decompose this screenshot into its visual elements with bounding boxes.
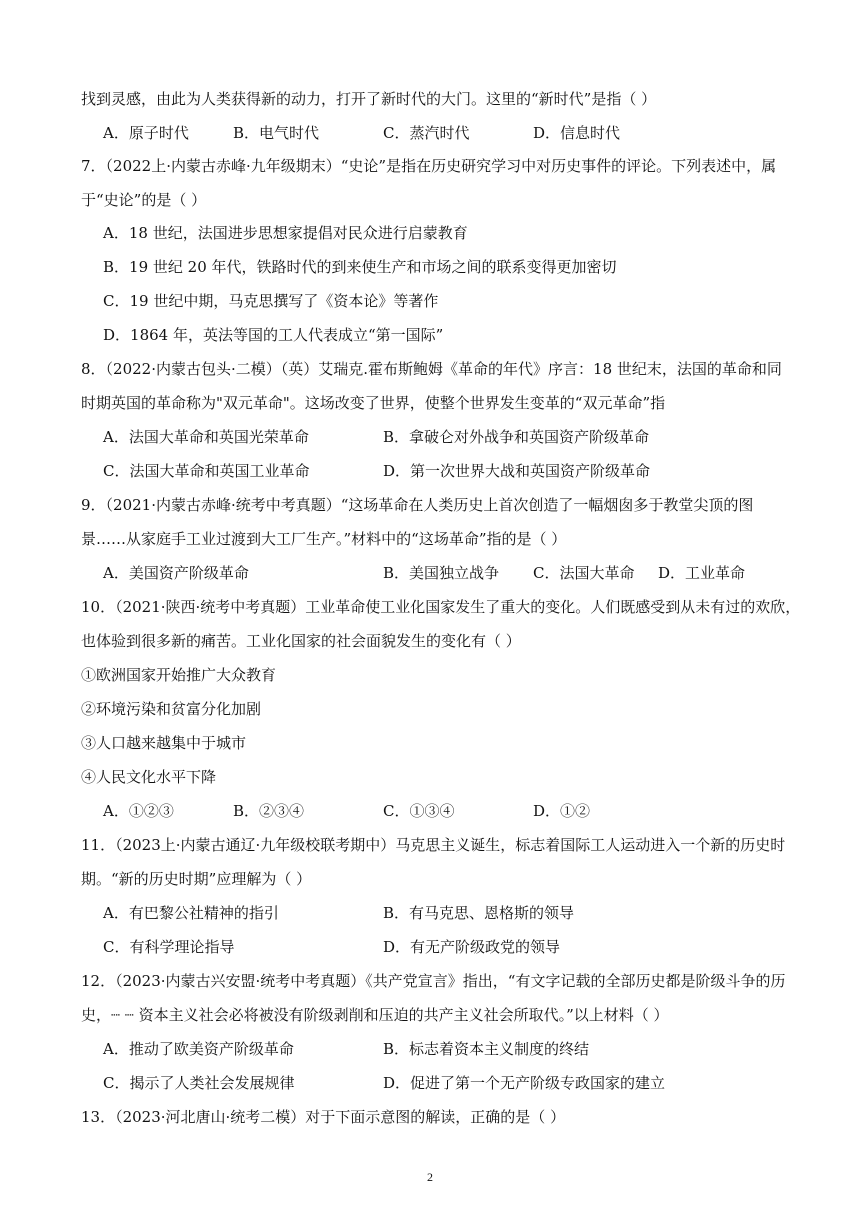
- q10-statement-2: ②环境污染和贫富分化加剧: [81, 700, 262, 718]
- q7-option-b: B．19 世纪 20 年代，铁路时代的到来使生产和市场之间的联系变得更加密切: [103, 258, 617, 276]
- q10-option-d: D．①②: [533, 802, 591, 820]
- q10-statement-1: ①欧洲国家开始推广大众教育: [81, 666, 277, 684]
- q11-option-c: C．有科学理论指导: [103, 938, 235, 956]
- q6-option-d: D．信息时代: [533, 124, 621, 142]
- q9-option-d: D．工业革命: [658, 564, 746, 582]
- q11-option-a: A．有巴黎公社精神的指引: [103, 904, 279, 922]
- q9-option-b: B．美国独立战争: [383, 564, 500, 582]
- question-6-stem-tail: 找到灵感，由此为人类获得新的动力，打开了新时代的大门。这里的“新时代”是指（ ）: [81, 90, 657, 108]
- q12-option-d: D．促进了第一个无产阶级专政国家的建立: [383, 1074, 666, 1092]
- q12-option-b: B．标志着资本主义制度的终结: [383, 1040, 590, 1058]
- q7-option-a: A．18 世纪，法国进步思想家提倡对民众进行启蒙教育: [103, 224, 468, 242]
- q12-option-a: A．推动了欧美资产阶级革命: [103, 1040, 294, 1058]
- question-8-line-1: 8．（2022·内蒙古包头·二模）（英）艾瑞克.霍布斯鲍姆《革命的年代》序言：18 世纪末，法国的革命和同: [81, 360, 782, 378]
- q8-option-b: B．拿破仑对外战争和英国资产阶级革命: [383, 428, 650, 446]
- page-number: 2: [427, 1170, 433, 1184]
- q7-option-c: C．19 世纪中期，马克思撰写了《资本论》等著作: [103, 292, 439, 310]
- q6-option-a: A．原子时代: [103, 124, 189, 142]
- q9-option-c: C．法国大革命: [533, 564, 635, 582]
- question-10-line-2: 也体验到很多新的痛苦。工业化国家的社会面貌发生的变化有（ ）: [81, 632, 521, 650]
- question-10-line-1: 10．（2021·陕西·统考中考真题）工业革命使工业化国家发生了重大的变化。人们既感受到从未有过的欢欣，: [81, 598, 801, 616]
- q11-option-d: D．有无产阶级政党的领导: [383, 938, 561, 956]
- question-7-line-1: 7．（2022上·内蒙古赤峰·九年级期末）“史论”是指在历史研究学习中对历史事件的评论。下列表述中，属: [81, 157, 777, 175]
- q10-statement-4: ④人民文化水平下降: [81, 768, 217, 786]
- q8-option-d: D．第一次世界大战和英国资产阶级革命: [383, 462, 651, 480]
- question-12-line-2: 史，┈ ┈ 资本主义社会必将被没有阶级剥削和压迫的共产主义社会所取代。”以上材料（ ）: [81, 1006, 669, 1024]
- q9-option-a: A．美国资产阶级革命: [103, 564, 249, 582]
- question-13-line-1: 13．（2023·河北唐山·统考二模）对于下面示意图的解读，正确的是（ ）: [81, 1108, 566, 1126]
- question-7-line-2: 于“史论”的是（ ）: [81, 191, 207, 209]
- q10-statement-3: ③人口越来越集中于城市: [81, 734, 247, 752]
- q12-option-c: C．揭示了人类社会发展规律: [103, 1074, 295, 1092]
- q8-option-a: A．法国大革命和英国光荣革命: [103, 428, 309, 446]
- q8-option-c: C．法国大革命和英国工业革命: [103, 462, 310, 480]
- question-9-line-2: 景……从家庭手工业过渡到大工厂生产。”材料中的“这场革命”指的是（ ）: [81, 530, 567, 548]
- question-12-line-1: 12．（2023·内蒙古兴安盟·统考中考真题）《共产党宣言》指出，“有文字记载的全部历史都是阶级斗争的历: [81, 972, 786, 990]
- q7-option-d: D．1864 年，英法等国的工人代表成立“第一国际”: [103, 326, 444, 344]
- q10-option-a: A．①②③: [103, 802, 174, 820]
- question-11-line-1: 11．（2023上·内蒙古通辽·九年级校联考期中）马克思主义诞生，标志着国际工人运动进入一个新的历史时: [81, 836, 786, 854]
- question-9-line-1: 9．（2021·内蒙古赤峰·统考中考真题）“这场革命在人类历史上首次创造了一幅烟囱多于教堂尖顶的图: [81, 496, 754, 514]
- q10-option-b: B．②③④: [233, 802, 305, 820]
- q10-option-c: C．①③④: [383, 802, 455, 820]
- q6-option-b: B．电气时代: [233, 124, 320, 142]
- question-8-line-2: 时期英国的革命称为"双元革命"。这场改变了世界，使整个世界发生变革的“双元革命”指: [81, 394, 666, 412]
- q11-option-b: B．有马克思、恩格斯的领导: [383, 904, 575, 922]
- question-11-line-2: 期。“新的历史时期”应理解为（ ）: [81, 870, 312, 888]
- q6-option-c: C．蒸汽时代: [383, 124, 470, 142]
